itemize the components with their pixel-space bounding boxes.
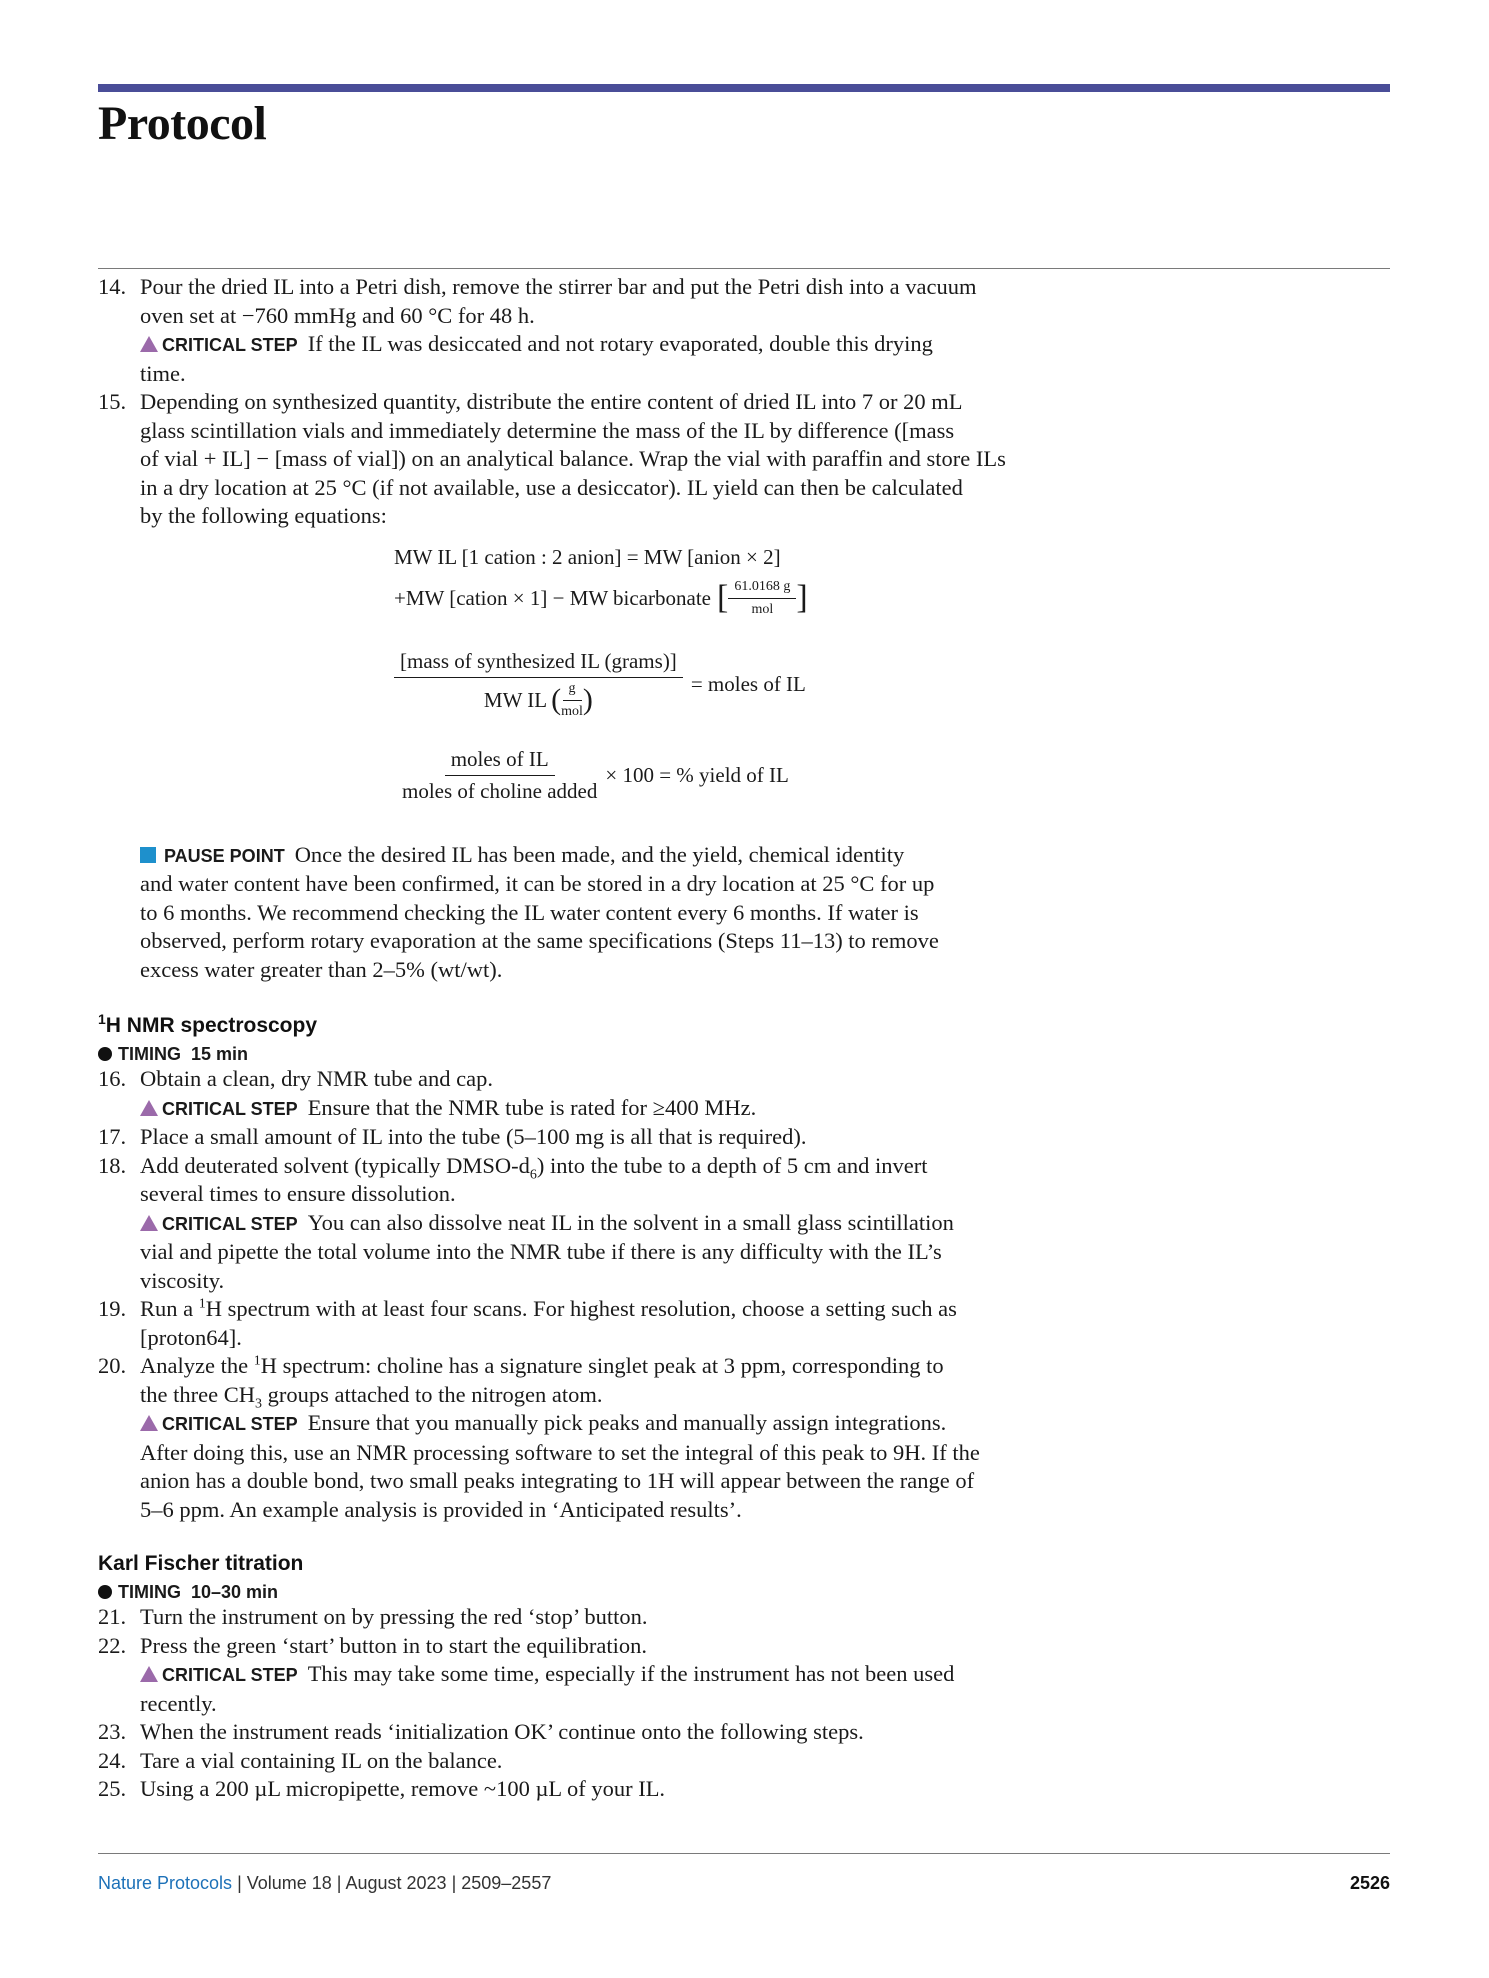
pause-point-label: PAUSE POINT	[164, 845, 285, 866]
timing-dot-icon	[98, 1585, 112, 1599]
superscript: 1	[198, 1296, 206, 1312]
nmr-section	[98, 1011, 1098, 1524]
timing-label: TIMING	[118, 1044, 181, 1064]
step-text: in a dry location at 25 °C (if not available, use a desiccator). IL yield can then be calculated	[140, 474, 963, 500]
critical-text: This may take some time, especially if the instrument has not been used	[307, 1661, 955, 1686]
unit-denominator: mol	[561, 703, 583, 719]
step-text: several times to ensure dissolution.	[140, 1181, 456, 1206]
critical-step-label: CRITICAL STEP	[162, 1414, 298, 1434]
step-text: oven set at −760 mmHg and 60 °C for 48 h.	[140, 302, 535, 328]
pause-text: to 6 months. We recommend checking the IL water content every 6 months. If water is	[140, 899, 919, 925]
step-text: Pour the dried IL into a Petri dish, remove the stirrer bar and put the Petri dish into a vacuum	[140, 274, 977, 299]
header-bar	[98, 84, 1390, 92]
critical-triangle-icon	[140, 336, 158, 352]
step-number: 15.	[98, 389, 127, 414]
main-content	[98, 273, 1098, 1804]
equation-2-rhs: = moles of IL	[690, 671, 806, 696]
critical-triangle-icon	[140, 1666, 158, 1682]
timing	[98, 1044, 1098, 1065]
step-text: Place a small amount of IL into the tube (5–100 mg is all that is required).	[140, 1124, 807, 1149]
critical-triangle-icon	[140, 1415, 158, 1431]
step-number: 22.	[98, 1632, 127, 1658]
pause-point	[98, 841, 1098, 985]
superscript: 1	[253, 1353, 261, 1369]
equation-3	[402, 747, 789, 804]
step-text: ) into the tube to a depth of 5 cm and invert	[536, 1152, 928, 1178]
step-number: 25.	[98, 1776, 127, 1801]
pause-square-icon	[140, 847, 156, 863]
step-number: 20.	[98, 1353, 127, 1378]
equation-1-line-2	[394, 579, 808, 618]
step-text: groups attached to the nitrogen atom.	[261, 1381, 603, 1407]
footer-citation	[98, 1873, 551, 1894]
footer-rule	[98, 1853, 1390, 1854]
fraction-denominator	[484, 678, 593, 720]
step-number: 21.	[98, 1604, 127, 1629]
step-text: Press the green ‘start’ button in to start the equilibration.	[140, 1632, 647, 1658]
timing	[98, 1582, 1098, 1603]
equation-3-fraction	[402, 747, 597, 804]
fraction-numerator: 61.0168 g	[728, 579, 796, 599]
critical-step-label: CRITICAL STEP	[162, 1665, 298, 1685]
step-16	[98, 1065, 1098, 1123]
section-heading	[98, 1011, 1098, 1038]
step-text: H spectrum with at least four scans. For highest resolution, choose a setting such as	[205, 1296, 957, 1321]
unit-fraction	[561, 681, 583, 720]
equation-1-fraction	[728, 579, 796, 618]
step-text: of vial + IL] − [mass of vial]) on an analytical balance. Wrap the vial with paraffin and store ILs	[140, 446, 1006, 471]
critical-text: vial and pipette the total volume into the NMR tube if there is any difficulty with the IL’s	[140, 1239, 942, 1264]
critical-text: viscosity.	[140, 1267, 225, 1293]
paren: (	[551, 683, 562, 716]
step-text: the three CH	[140, 1381, 255, 1407]
timing-value: 10–30 min	[191, 1582, 279, 1602]
step-text: [proton64].	[140, 1324, 242, 1350]
fraction-numerator: [mass of synthesized IL (grams)]	[394, 649, 683, 678]
step-14	[98, 273, 1098, 388]
step-text: Add deuterated solvent (typically DMSO-d	[140, 1152, 530, 1178]
step-number: 16.	[98, 1066, 127, 1091]
step-text: by the following equations:	[140, 503, 387, 528]
equation-1-text: +MW [cation × 1] − MW bicarbonate	[394, 585, 711, 610]
timing-value: 15 min	[191, 1044, 249, 1064]
step-text: H spectrum: choline has a signature singlet peak at 3 ppm, corresponding to	[260, 1353, 944, 1378]
pause-text: excess water greater than 2–5% (wt/wt).	[140, 956, 503, 982]
pause-text: Once the desired IL has been made, and the yield, chemical identity	[294, 841, 905, 867]
fraction-denominator: moles of choline added	[402, 778, 598, 803]
equation-1-line-1: MW IL [1 cation : 2 anion] = MW [anion × 2]	[394, 544, 781, 569]
critical-text: 5–6 ppm. An example analysis is provided in ‘Anticipated results’.	[140, 1496, 742, 1522]
citation-details: | Volume 18 | August 2023 | 2509–2557	[232, 1873, 552, 1893]
equation-2	[394, 649, 806, 720]
step-number: 14.	[98, 274, 127, 299]
critical-text: If the IL was desiccated and not rotary evaporated, double this drying	[307, 331, 933, 356]
denominator-text: MW IL	[483, 687, 548, 712]
section-heading-text: H NMR spectroscopy	[105, 1014, 318, 1037]
equation-2-fraction	[394, 649, 683, 720]
timing-label: TIMING	[118, 1582, 181, 1602]
step-text: Run a	[140, 1296, 199, 1321]
step-number: 17.	[98, 1124, 127, 1149]
critical-step-label: CRITICAL STEP	[162, 1213, 298, 1234]
step-text: Analyze the	[140, 1353, 254, 1378]
step-number: 18.	[98, 1152, 127, 1178]
step-25	[98, 1775, 1098, 1804]
journal-name: Nature Protocols	[98, 1873, 233, 1893]
paren: )	[582, 683, 593, 716]
critical-text: Ensure that you manually pick peaks and manually assign integrations.	[307, 1410, 947, 1435]
step-19	[98, 1295, 1098, 1352]
critical-triangle-icon	[140, 1100, 158, 1116]
page-header-title: Protocol	[98, 97, 267, 150]
step-number: 19.	[98, 1296, 127, 1321]
step-text: When the instrument reads ‘initialization OK’ continue onto the following steps.	[140, 1719, 864, 1744]
subscript: 6	[529, 1167, 537, 1182]
step-20	[98, 1352, 1098, 1524]
bracket: [	[717, 579, 729, 616]
step-number: 24.	[98, 1747, 127, 1773]
step-text: glass scintillation vials and immediately determine the mass of the IL by difference ([mass	[140, 417, 955, 443]
step-17	[98, 1123, 1098, 1152]
critical-text: anion has a double bond, two small peaks integrating to 1H will appear between the range of	[140, 1468, 975, 1493]
step-number: 23.	[98, 1719, 127, 1744]
pause-text: and water content have been confirmed, it can be stored in a dry location at 25 °C for up	[140, 871, 935, 896]
header-rule	[98, 268, 1390, 269]
section-heading: Karl Fischer titration	[98, 1552, 304, 1575]
subscript: 3	[254, 1396, 262, 1411]
fraction-numerator: moles of IL	[445, 747, 555, 776]
bracket: ]	[796, 579, 808, 616]
critical-triangle-icon	[140, 1215, 158, 1231]
page-number: 2526	[1349, 1873, 1390, 1893]
equation-3-rhs: × 100 = % yield of IL	[605, 762, 789, 787]
critical-step-label: CRITICAL STEP	[162, 1098, 298, 1119]
step-23	[98, 1718, 1098, 1747]
timing-dot-icon	[98, 1047, 112, 1061]
step-18	[98, 1152, 1098, 1296]
step-text: Using a 200 µL micropipette, remove ~100 µL of your IL.	[140, 1776, 666, 1801]
kf-section	[98, 1552, 1098, 1804]
step-22	[98, 1632, 1098, 1719]
equations	[98, 531, 1098, 831]
step-15	[98, 388, 1098, 531]
critical-text: time.	[140, 360, 186, 386]
step-text: Turn the instrument on by pressing the red ‘stop’ button.	[140, 1604, 648, 1629]
step-text: Obtain a clean, dry NMR tube and cap.	[140, 1066, 494, 1091]
unit-numerator: g	[563, 681, 582, 701]
step-text: Depending on synthesized quantity, distribute the entire content of dried IL into 7 or 20 mL	[140, 389, 963, 414]
critical-text: Ensure that the NMR tube is rated for ≥400 MHz.	[307, 1094, 757, 1120]
step-21	[98, 1603, 1098, 1632]
superscript: 1	[98, 1011, 106, 1027]
pause-text: observed, perform rotary evaporation at the same specifications (Steps 11–13) to remove	[140, 928, 939, 953]
critical-text: After doing this, use an NMR processing software to set the integral of this peak to 9H. If the	[140, 1439, 980, 1465]
critical-text: recently.	[140, 1690, 217, 1716]
critical-text: You can also dissolve neat IL in the solvent in a small glass scintillation	[307, 1209, 954, 1235]
critical-step-label: CRITICAL STEP	[162, 335, 298, 355]
step-text: Tare a vial containing IL on the balance.	[140, 1747, 503, 1773]
step-24	[98, 1747, 1098, 1776]
fraction-denominator: mol	[751, 601, 774, 617]
